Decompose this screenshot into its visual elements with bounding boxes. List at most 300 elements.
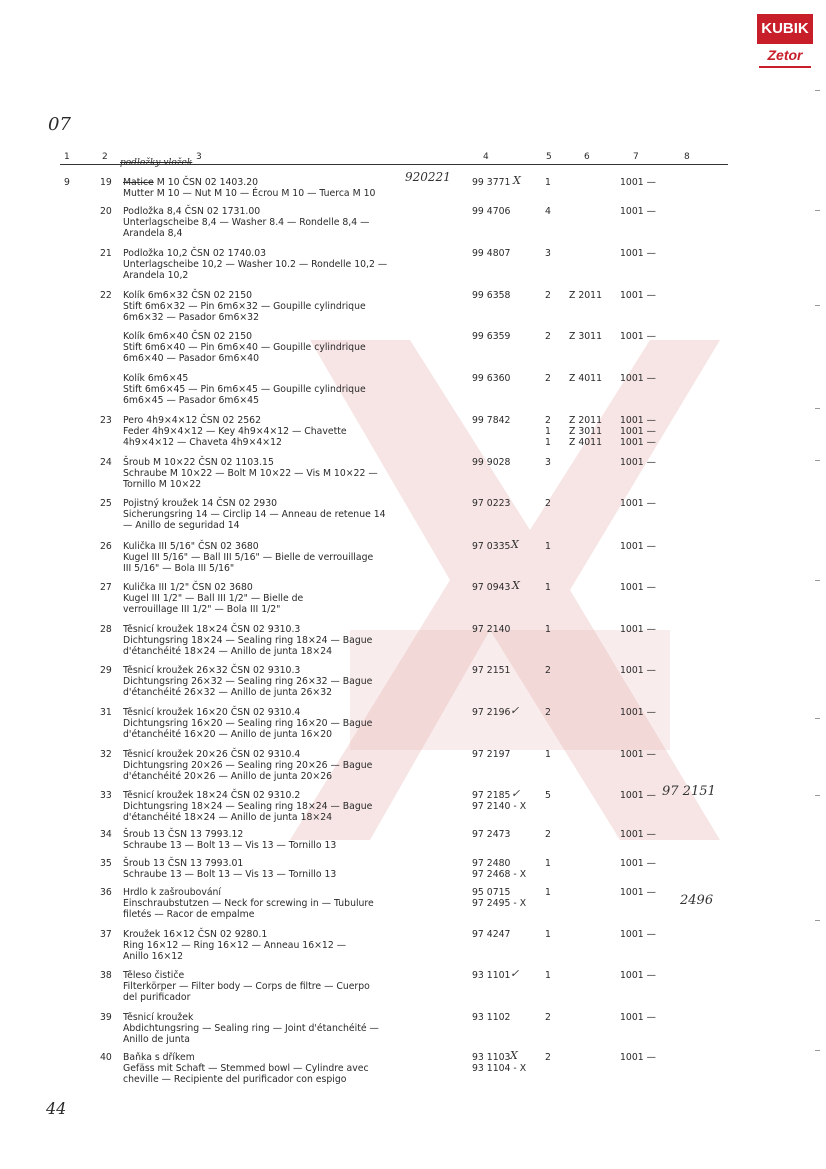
quantity-line: 1 xyxy=(545,624,551,635)
scan-tick xyxy=(815,305,820,306)
quantity xyxy=(545,749,551,760)
group-code xyxy=(620,790,656,801)
description-line: Těsnicí kroužek 16×20 ČSN 02 9310.4 xyxy=(123,707,301,718)
description-line: Kulička III 1/2" ČSN 02 3680 xyxy=(123,582,253,593)
description-line xyxy=(123,177,468,188)
group-code-line: 1001 — xyxy=(620,331,656,342)
item-number: 25 xyxy=(100,498,112,509)
brand-logo xyxy=(757,14,813,70)
handwritten-note: 97 2151 xyxy=(662,784,716,799)
description-line: Stift 6m6×45 — Pin 6m6×45 — Goupille cylindrique xyxy=(123,384,366,395)
part-number xyxy=(472,541,510,552)
model-code xyxy=(569,331,602,342)
group-code xyxy=(620,970,656,981)
check-mark: ✓ xyxy=(511,787,521,800)
description-line: Šroub 13 ČSN 13 7993.12 xyxy=(123,829,244,840)
group-code xyxy=(620,498,656,509)
description-line: Filterkörper — Filter body — Corps de filtre — Cuerpo xyxy=(123,981,370,992)
quantity xyxy=(545,858,551,869)
description-line: Schraube 13 — Bolt 13 — Vis 13 — Tornillo 13 xyxy=(123,840,337,851)
quantity xyxy=(545,1012,551,1023)
group-code xyxy=(620,749,656,760)
quantity-line: 1 xyxy=(545,437,551,448)
item-number: 23 xyxy=(100,415,112,426)
description-line: Pojistný kroužek 14 ČSN 02 2930 xyxy=(123,498,278,509)
description-line: Kolík 6m6×40 ČSN 02 2150 xyxy=(123,331,253,342)
quantity xyxy=(545,582,551,593)
description-line: 6m6×40 — Pasador 6m6×40 xyxy=(123,353,260,364)
part-number xyxy=(472,206,510,217)
description-line: Dichtungsring 16×20 — Sealing ring 16×20 — Bague xyxy=(123,718,373,729)
scan-tick xyxy=(815,795,820,796)
part-number xyxy=(472,707,510,718)
item-number: 21 xyxy=(100,248,112,259)
check-mark: X xyxy=(510,1049,518,1062)
quantity xyxy=(545,624,551,635)
page-number: 44 xyxy=(46,1099,67,1118)
description-line: Mutter M 10 — Nut M 10 — Écrou M 10 — Tuerca M 10 xyxy=(123,188,376,199)
description-line: Stift 6m6×32 — Pin 6m6×32 — Goupille cylindrique xyxy=(123,301,366,312)
item-number: 29 xyxy=(100,665,112,676)
group-code-line: 1001 — xyxy=(620,373,656,384)
handwritten-note: 2496 xyxy=(680,893,714,908)
item-description xyxy=(123,582,468,615)
quantity-line: 2 xyxy=(545,707,551,718)
column-header: 8 xyxy=(684,152,690,162)
part-number xyxy=(472,665,510,676)
check-mark: ✓ xyxy=(510,967,520,980)
quantity-line: 1 xyxy=(545,749,551,760)
item-number: 31 xyxy=(100,707,112,718)
group-code-line: 1001 — xyxy=(620,858,656,869)
quantity xyxy=(545,707,551,718)
part-number-line: 95 0715 xyxy=(472,887,511,898)
part-number-line: 99 4807 xyxy=(472,248,511,259)
quantity-line: 5 xyxy=(545,790,551,801)
item-description xyxy=(123,177,468,199)
item-description xyxy=(123,457,468,490)
description-line: Těsnicí kroužek xyxy=(123,1012,194,1023)
group-code-line: 1001 — xyxy=(620,248,656,259)
item-number: 32 xyxy=(100,749,112,760)
description-line: verrouillage III 1/2" — Bola III 1/2" xyxy=(123,604,281,615)
quantity xyxy=(545,1052,551,1063)
part-number-line: 97 2495 - X xyxy=(472,898,527,909)
group-code xyxy=(620,248,656,259)
group-code-line: 1001 — xyxy=(620,829,656,840)
group-code-line: 1001 — xyxy=(620,541,656,552)
part-number xyxy=(472,582,510,593)
item-description xyxy=(123,331,468,364)
group-code xyxy=(620,331,656,342)
description-line: 6m6×45 — Pasador 6m6×45 xyxy=(123,395,260,406)
group-code xyxy=(620,829,656,840)
quantity xyxy=(545,929,551,940)
quantity-line: 2 xyxy=(545,829,551,840)
model-code-line: Z 3011 xyxy=(569,426,602,437)
part-number-line: 97 4247 xyxy=(472,929,511,940)
group-code xyxy=(620,665,656,676)
quantity xyxy=(545,829,551,840)
part-number-line: 93 1104 - X xyxy=(472,1063,527,1074)
part-number-line: 97 2140 xyxy=(472,624,511,635)
description-line: Anillo 16×12 xyxy=(123,951,184,962)
quantity xyxy=(545,373,551,384)
model-code-line: Z 4011 xyxy=(569,437,602,448)
part-number-line: 93 1103 xyxy=(472,1052,511,1063)
item-description xyxy=(123,829,468,851)
group-code-line: 1001 — xyxy=(620,749,656,760)
description-line: filetés — Racor de empalme xyxy=(123,909,255,920)
quantity xyxy=(545,457,551,468)
item-number: 40 xyxy=(100,1052,112,1063)
item-number: 35 xyxy=(100,858,112,869)
description-line: Sicherungsring 14 — Circlip 14 — Anneau de retenue 14 xyxy=(123,509,386,520)
section-number: 07 xyxy=(48,114,71,135)
item-description xyxy=(123,665,468,698)
description-line: Einschraubstutzen — Neck for screwing in — Tubulure xyxy=(123,898,374,909)
part-number xyxy=(472,887,526,909)
part-number xyxy=(472,457,510,468)
description-line: Abdichtungsring — Sealing ring — Joint d'étanchéité — xyxy=(123,1023,379,1034)
part-number-line: 97 2197 xyxy=(472,749,511,760)
part-number xyxy=(472,177,510,188)
check-mark: X xyxy=(513,174,521,187)
description-line: Těsnicí kroužek 26×32 ČSN 02 9310.3 xyxy=(123,665,301,676)
item-description xyxy=(123,415,468,448)
group-code-line: 1001 — xyxy=(620,1052,656,1063)
part-number xyxy=(472,290,510,301)
scan-tick xyxy=(815,460,820,461)
quantity-line: 2 xyxy=(545,1012,551,1023)
description-line: Kroužek 16×12 ČSN 02 9280.1 xyxy=(123,929,268,940)
quantity-line: 1 xyxy=(545,887,551,898)
item-description xyxy=(123,707,468,740)
model-code-line: Z 4011 xyxy=(569,373,602,384)
description-line: Pero 4h9×4×12 ČSN 02 2562 xyxy=(123,415,262,426)
model-code-line: Z 2011 xyxy=(569,415,602,426)
quantity-line: 1 xyxy=(545,858,551,869)
item-number: 34 xyxy=(100,829,112,840)
scan-tick xyxy=(815,408,820,409)
item-number: 19 xyxy=(100,177,112,188)
part-number-line: 97 0335 xyxy=(472,541,511,552)
description-line: Unterlagscheibe 8,4 — Washer 8.4 — Rondelle 8,4 — xyxy=(123,217,370,228)
quantity xyxy=(545,665,551,676)
description-line: III 5/16" — Bola III 5/16" xyxy=(123,563,235,574)
part-number xyxy=(472,858,526,880)
part-number-line: 97 0223 xyxy=(472,498,511,509)
quantity-line: 2 xyxy=(545,290,551,301)
scan-tick xyxy=(815,90,820,91)
part-number-line: 99 7842 xyxy=(472,415,511,426)
quantity-line: 3 xyxy=(545,457,551,468)
group-code xyxy=(620,582,656,593)
part-number-line: 99 9028 xyxy=(472,457,511,468)
scan-tick xyxy=(815,920,820,921)
description-line: del purificador xyxy=(123,992,191,1003)
description-line: Arandela 8,4 xyxy=(123,228,183,239)
item-number: 22 xyxy=(100,290,112,301)
item-number: 26 xyxy=(100,541,112,552)
part-number-line: 97 2185 xyxy=(472,790,511,801)
model-code-line: Z 2011 xyxy=(569,290,602,301)
item-description xyxy=(123,790,468,823)
description-line: Šroub M 10×22 ČSN 02 1103.15 xyxy=(123,457,274,468)
column-header: 7 xyxy=(633,152,639,162)
item-description xyxy=(123,1052,468,1085)
quantity-line: 1 xyxy=(545,929,551,940)
group-code xyxy=(620,929,656,940)
description-line: Kolík 6m6×45 xyxy=(123,373,189,384)
quantity-line: 4 xyxy=(545,206,551,217)
part-number-line: 93 1102 xyxy=(472,1012,511,1023)
group-code xyxy=(620,541,656,552)
group-code xyxy=(620,177,656,188)
column-header: 4 xyxy=(483,152,489,162)
quantity-line: 1 xyxy=(545,177,551,188)
handwritten-number: 920221 xyxy=(405,170,451,184)
quantity-line: 2 xyxy=(545,498,551,509)
quantity-line: 2 xyxy=(545,373,551,384)
column-header: 2 xyxy=(102,152,108,162)
part-number-line: 99 6359 xyxy=(472,331,511,342)
quantity xyxy=(545,498,551,509)
item-number: 20 xyxy=(100,206,112,217)
quantity xyxy=(545,415,551,448)
part-number-line: 97 2151 xyxy=(472,665,511,676)
description-line: Anillo de junta xyxy=(123,1034,190,1045)
description-line: d'étanchéité 20×26 — Anillo de junta 20×26 xyxy=(123,771,333,782)
part-number xyxy=(472,829,510,840)
group-code xyxy=(620,858,656,869)
group-code-line: 1001 — xyxy=(620,177,656,188)
description-line: Dichtungsring 18×24 — Sealing ring 18×24 — Bague xyxy=(123,635,373,646)
item-description xyxy=(123,858,468,880)
group-code xyxy=(620,457,656,468)
description-line: Kugel III 1/2" — Ball III 1/2" — Bielle de xyxy=(123,593,304,604)
model-code-line: Z 3011 xyxy=(569,331,602,342)
part-number-line: 97 2196 xyxy=(472,707,511,718)
item-description xyxy=(123,290,468,323)
group-code xyxy=(620,1012,656,1023)
quantity-line: 1 xyxy=(545,970,551,981)
part-number xyxy=(472,970,510,981)
description-line: Těsnicí kroužek 18×24 ČSN 02 9310.2 xyxy=(123,790,301,801)
quantity-line: 2 xyxy=(545,415,551,426)
quantity-line: 2 xyxy=(545,665,551,676)
handwritten-title: podložky vložek xyxy=(120,158,193,168)
description-line: Hrdlo k zašroubování xyxy=(123,887,221,898)
group-code xyxy=(620,887,656,898)
column-header: 5 xyxy=(546,152,552,162)
check-mark: X xyxy=(512,579,520,592)
item-description xyxy=(123,1012,468,1045)
part-number xyxy=(472,929,510,940)
description-line: d'étanchéité 16×20 — Anillo de junta 16×20 xyxy=(123,729,333,740)
quantity xyxy=(545,177,551,188)
group-code xyxy=(620,206,656,217)
group-code xyxy=(620,707,656,718)
item-number: 36 xyxy=(100,887,112,898)
group-code-line: 1001 — xyxy=(620,1012,656,1023)
group-code-line: 1001 — xyxy=(620,887,656,898)
description-line: Unterlagscheibe 10,2 — Washer 10.2 — Rondelle 10,2 — xyxy=(123,259,388,270)
description-line: Kulička III 5/16" ČSN 02 3680 xyxy=(123,541,259,552)
quantity xyxy=(545,331,551,342)
part-number xyxy=(472,749,510,760)
description-line: Dichtungsring 20×26 — Sealing ring 20×26 — Bague xyxy=(123,760,373,771)
quantity xyxy=(545,790,551,801)
item-number: 27 xyxy=(100,582,112,593)
description-line: d'étanchéité 18×24 — Anillo de junta 18×24 xyxy=(123,812,333,823)
column-header: 1 xyxy=(64,152,70,162)
quantity-line: 1 xyxy=(545,541,551,552)
part-number-line: 99 3771 xyxy=(472,177,511,188)
scan-tick xyxy=(815,1050,820,1051)
group-code-line: 1001 — xyxy=(620,624,656,635)
description-line: cheville — Recipiente del purificador con espigo xyxy=(123,1074,347,1085)
group-code-line: 1001 — xyxy=(620,498,656,509)
group-code xyxy=(620,373,656,384)
group-code-line: 1001 — xyxy=(620,290,656,301)
group-code-line: 1001 — xyxy=(620,790,656,801)
part-number-line: 97 0943 xyxy=(472,582,511,593)
quantity-line: 3 xyxy=(545,248,551,259)
description-line: Šroub 13 ČSN 13 7993.01 xyxy=(123,858,244,869)
model-code xyxy=(569,373,602,384)
group-code-line: 1001 — xyxy=(620,929,656,940)
item-description xyxy=(123,373,468,406)
part-number-line: 97 2140 - X xyxy=(472,801,527,812)
model-code xyxy=(569,415,602,448)
description-line: Podložka 10,2 ČSN 02 1740.03 xyxy=(123,248,267,259)
check-mark: X xyxy=(511,538,519,551)
part-number xyxy=(472,373,510,384)
item-position: 9 xyxy=(64,177,70,188)
group-code-line: 1001 — xyxy=(620,415,656,426)
item-description xyxy=(123,206,468,239)
item-number: 39 xyxy=(100,1012,112,1023)
group-code-line: 1001 — xyxy=(620,457,656,468)
brand-bottom: Zetor xyxy=(767,47,803,63)
description-line: d'étanchéité 26×32 — Anillo de junta 26×32 xyxy=(123,687,333,698)
part-number-line: 97 2468 - X xyxy=(472,869,527,880)
description-line: — Anillo de seguridad 14 xyxy=(123,520,240,531)
description-line: Schraube M 10×22 — Bolt M 10×22 — Vis M 10×22 — xyxy=(123,468,378,479)
part-number-line: 99 4706 xyxy=(472,206,511,217)
item-number: 24 xyxy=(100,457,112,468)
description-line: Feder 4h9×4×12 — Key 4h9×4×12 — Chavette xyxy=(123,426,347,437)
part-number-line: 97 2480 xyxy=(472,858,511,869)
quantity xyxy=(545,970,551,981)
description-line: Dichtungsring 26×32 — Sealing ring 26×32 — Bague xyxy=(123,676,373,687)
item-description xyxy=(123,970,468,1003)
description-line: Kolík 6m6×32 ČSN 02 2150 xyxy=(123,290,253,301)
group-code-line: 1001 — xyxy=(620,206,656,217)
group-code-line: 1001 — xyxy=(620,665,656,676)
group-code-line: 1001 — xyxy=(620,426,656,437)
description-line: 4h9×4×12 — Chaveta 4h9×4×12 xyxy=(123,437,282,448)
part-number xyxy=(472,1012,510,1023)
group-code xyxy=(620,290,656,301)
group-code xyxy=(620,415,656,448)
check-mark: ✓ xyxy=(510,704,520,717)
group-code-line: 1001 — xyxy=(620,970,656,981)
description-line: Podložka 8,4 ČSN 02 1731.00 xyxy=(123,206,261,217)
description-line: Baňka s dříkem xyxy=(123,1052,195,1063)
description-line: Gefäss mit Schaft — Stemmed bowl — Cylindre avec xyxy=(123,1063,369,1074)
description-line: 6m6×32 — Pasador 6m6×32 xyxy=(123,312,260,323)
description-line: Těsnicí kroužek 20×26 ČSN 02 9310.4 xyxy=(123,749,301,760)
group-code-line: 1001 — xyxy=(620,582,656,593)
group-code xyxy=(620,1052,656,1063)
part-number xyxy=(472,331,510,342)
group-code-line: 1001 — xyxy=(620,437,656,448)
quantity-line: 2 xyxy=(545,1052,551,1063)
struck-word: Matice xyxy=(123,177,154,188)
item-number: 28 xyxy=(100,624,112,635)
item-description xyxy=(123,749,468,782)
group-code xyxy=(620,624,656,635)
scan-tick xyxy=(815,210,820,211)
quantity-line: 2 xyxy=(545,331,551,342)
quantity xyxy=(545,248,551,259)
column-header: 6 xyxy=(584,152,590,162)
item-description xyxy=(123,498,468,531)
part-number xyxy=(472,248,510,259)
part-number-line: 93 1101 xyxy=(472,970,511,981)
quantity-line: 1 xyxy=(545,426,551,437)
part-number-line: 99 6358 xyxy=(472,290,511,301)
part-number xyxy=(472,498,510,509)
group-code-line: 1001 — xyxy=(620,707,656,718)
description-line: Stift 6m6×40 — Pin 6m6×40 — Goupille cylindrique xyxy=(123,342,366,353)
item-description xyxy=(123,887,468,920)
description-line: Kugel III 5/16" — Ball III 5/16" — Bielle de verrouillage xyxy=(123,552,374,563)
description-line: Tornillo M 10×22 xyxy=(123,479,202,490)
item-number: 38 xyxy=(100,970,112,981)
part-number-line: 99 6360 xyxy=(472,373,511,384)
brand-underline xyxy=(759,66,811,68)
item-number: 33 xyxy=(100,790,112,801)
part-number xyxy=(472,415,510,426)
column-header: 3 xyxy=(196,152,202,162)
description-line: Těleso čističe xyxy=(123,970,185,981)
item-description xyxy=(123,929,468,962)
description-line: Ring 16×12 — Ring 16×12 — Anneau 16×12 — xyxy=(123,940,347,951)
quantity xyxy=(545,541,551,552)
quantity xyxy=(545,887,551,898)
description-line: Těsnicí kroužek 18×24 ČSN 02 9310.3 xyxy=(123,624,301,635)
part-number xyxy=(472,624,510,635)
item-description xyxy=(123,624,468,657)
part-number-line: 97 2473 xyxy=(472,829,511,840)
scan-tick xyxy=(815,580,820,581)
description-line: Dichtungsring 18×24 — Sealing ring 18×24 — Bague xyxy=(123,801,373,812)
model-code xyxy=(569,290,602,301)
quantity-line: 1 xyxy=(545,582,551,593)
item-description xyxy=(123,541,468,574)
brand-top: KUBIK xyxy=(757,14,813,44)
quantity xyxy=(545,206,551,217)
scan-tick xyxy=(815,718,820,719)
item-description xyxy=(123,248,468,281)
description-line: Arandela 10,2 xyxy=(123,270,189,281)
description-line: d'étanchéité 18×24 — Anillo de junta 18×24 xyxy=(123,646,333,657)
description-line: Schraube 13 — Bolt 13 — Vis 13 — Tornillo 13 xyxy=(123,869,337,880)
quantity xyxy=(545,290,551,301)
